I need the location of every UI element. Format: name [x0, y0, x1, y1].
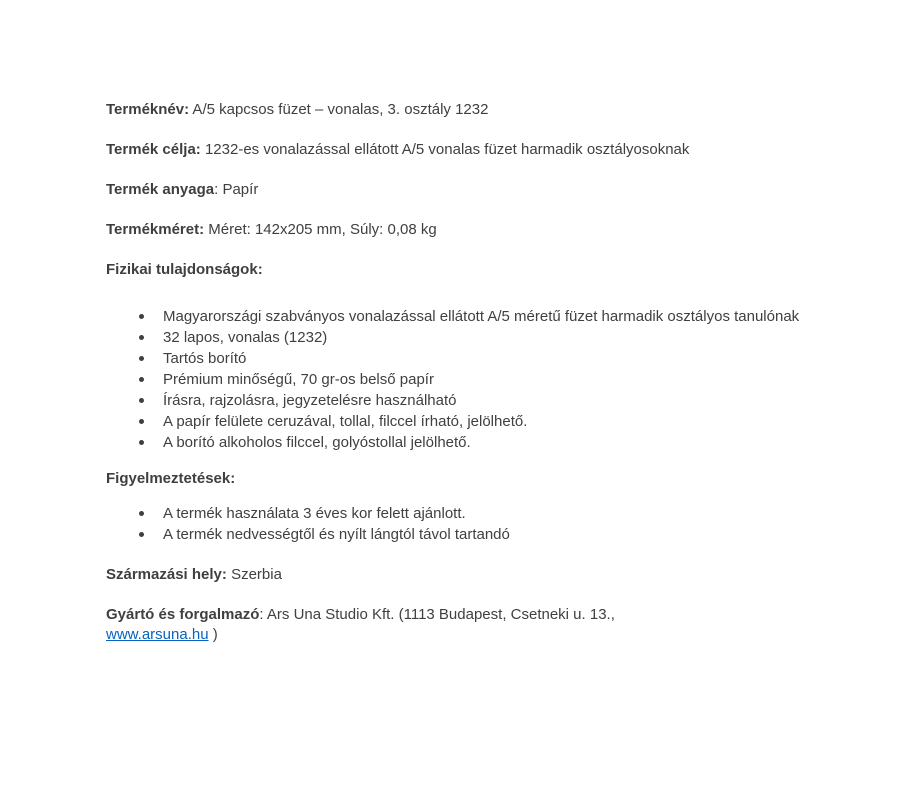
- warnings-heading: Figyelmeztetések:: [106, 470, 236, 487]
- field-value-manufacturer-suffix: ): [208, 626, 218, 643]
- physical-properties-heading: Fizikai tulajdonságok:: [106, 261, 263, 278]
- arsuna-website-link[interactable]: www.arsuna.hu: [106, 626, 209, 643]
- list-item: 32 lapos, vonalas (1232): [106, 327, 819, 348]
- list-item: Írásra, rajzolásra, jegyzetelésre használható: [106, 390, 819, 411]
- field-origin: [106, 565, 819, 585]
- field-value-product-name: A/5 kapcsos füzet – vonalas, 3. osztály 1232: [189, 101, 489, 118]
- list-item: Tartós borító: [106, 348, 819, 369]
- list-item: A termék nedvességtől és nyílt lángtól távol tartandó: [106, 524, 819, 545]
- field-value-manufacturer: : Ars Una Studio Kft. (1113 Budapest, Csetneki u. 13.,: [259, 606, 615, 623]
- field-label-product-size: Termékméret:: [106, 221, 205, 238]
- warnings-list: [106, 503, 819, 545]
- field-value-product-purpose: 1232-es vonalazással ellátott A/5 vonalas füzet harmadik osztályosoknak: [200, 141, 690, 158]
- list-item: Magyarországi szabványos vonalazással ellátott A/5 méretű füzet harmadik osztályos tanulónak: [106, 306, 819, 327]
- field-value-product-size: Méret: 142x205 mm, Súly: 0,08 kg: [204, 221, 437, 238]
- list-item: Prémium minőségű, 70 gr-os belső papír: [106, 369, 819, 390]
- field-label-product-material: Termék anyaga: [106, 181, 215, 198]
- field-label-product-purpose: Termék célja:: [106, 141, 201, 158]
- list-item: A papír felülete ceruzával, tollal, filccel írható, jelölhető.: [106, 411, 819, 432]
- list-item: A termék használata 3 éves kor felett ajánlott.: [106, 503, 819, 524]
- field-product-purpose: [106, 140, 819, 160]
- field-label-product-name: Terméknév:: [106, 101, 190, 118]
- field-manufacturer: [106, 605, 819, 645]
- field-value-origin: Szerbia: [226, 566, 282, 583]
- physical-properties-list: [106, 306, 819, 453]
- field-product-name: [106, 100, 819, 120]
- field-label-origin: Származási hely:: [106, 566, 227, 583]
- field-product-material: [106, 180, 819, 200]
- list-item: A borító alkoholos filccel, golyóstollal jelölhető.: [106, 432, 819, 453]
- field-product-size: [106, 220, 819, 240]
- field-value-product-material: : Papír: [214, 181, 259, 198]
- field-label-manufacturer: Gyártó és forgalmazó: [106, 606, 260, 623]
